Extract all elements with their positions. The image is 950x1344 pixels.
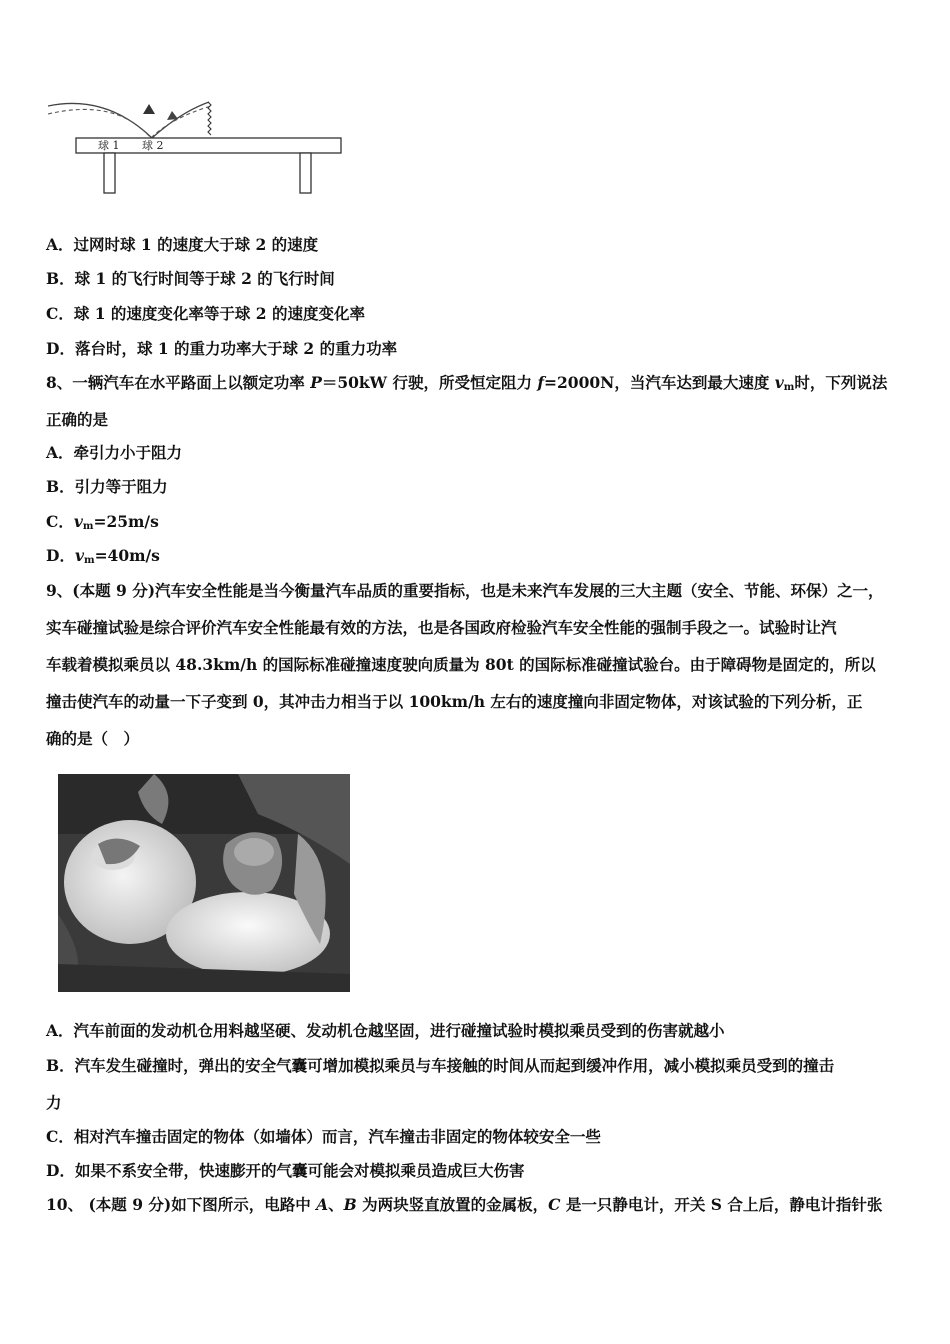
table-leg-left [104, 153, 115, 193]
q8-option-d: D．$v_m=40m/s$ [46, 546, 160, 566]
ball-1-label: 球 1 [98, 139, 120, 152]
q9-option-c: C．相对汽车撞击固定的物体（如墙体）而言，汽车撞击非固定的物体较安全一些 [46, 1127, 601, 1146]
q8-stem-line2: 正确的是 [46, 410, 109, 429]
q9-stem-line4: 撞击使汽车的动量一下子变到 0，其冲击力相当于以 100km/h 左右的速度撞向非固定物体，对该试验的下列分析，正 [46, 692, 863, 711]
q9-option-b: B．汽车发生碰撞时，弹出的安全气囊可增加模拟乘员与车接触的时间从而起到缓冲作用，减小模拟乘员受到的撞击 [46, 1056, 835, 1075]
q8-option-a: A．牵引力小于阻力 [46, 443, 183, 462]
q9-stem-line1: 9、(本题 9 分)汽车安全性能是当今衡量汽车品质的重要指标，也是未来汽车发展的三大主题（安全、节能、环保）之一， [46, 581, 884, 600]
q8-stem: 8、一辆汽车在水平路面上以额定功率 P＝50kW 行驶，所受恒定阻力 f=2000N，当汽车达到最大速度 $v_m$时，下列说法 [46, 373, 888, 393]
ball-1-trajectory [48, 102, 209, 138]
ball-2-trajectory [48, 106, 211, 138]
crash-test-photo [58, 774, 350, 992]
q7-option-c: C．球 1 的速度变化率等于球 2 的速度变化率 [46, 304, 365, 323]
q10-stem: 10、 (本题 9 分)如下图所示，电路中 A、B 为两块竖直放置的金属板，C 是一只静电计，开关 S 合上后，静电计指针张 [46, 1195, 883, 1214]
q7-option-a: A．过网时球 1 的速度大于球 2 的速度 [46, 235, 319, 254]
q8-option-c: C．$v_m=25m/s$ [46, 512, 159, 532]
q9-option-a: A．汽车前面的发动机仓用料越坚硬、发动机仓越坚固，进行碰撞试验时模拟乘员受到的伤害就越小 [46, 1021, 725, 1040]
net [208, 102, 211, 135]
table-tennis-diagram [46, 92, 346, 202]
q8-option-b: B．引力等于阻力 [46, 477, 168, 496]
q9-stem-line2: 实车碰撞试验是综合评价汽车安全性能最有效的方法，也是各国政府检验汽车安全性能的强制手段之一。试验时让汽 [46, 618, 837, 637]
q7-option-d: D．落台时，球 1 的重力功率大于球 2 的重力功率 [46, 339, 398, 358]
table-leg-right [300, 153, 311, 193]
q9-stem-line5: 确的是（ ） [46, 729, 140, 748]
q9-stem-line3: 车载着模拟乘员以 48.3km/h 的国际标准碰撞速度驶向质量为 80t 的国际标准碰撞试验台。由于障碍物是固定的，所以 [46, 655, 876, 674]
q9-option-d: D．如果不系安全带，快速膨开的气囊可能会对模拟乘员造成巨大伤害 [46, 1161, 525, 1180]
q7-option-b: B．球 1 的飞行时间等于球 2 的飞行时间 [46, 269, 335, 288]
q9-option-b-cont: 力 [46, 1093, 62, 1112]
trajectory-arrow-2 [167, 111, 178, 120]
ball-2-label: 球 2 [142, 139, 164, 152]
trajectory-arrow-1 [143, 104, 155, 114]
